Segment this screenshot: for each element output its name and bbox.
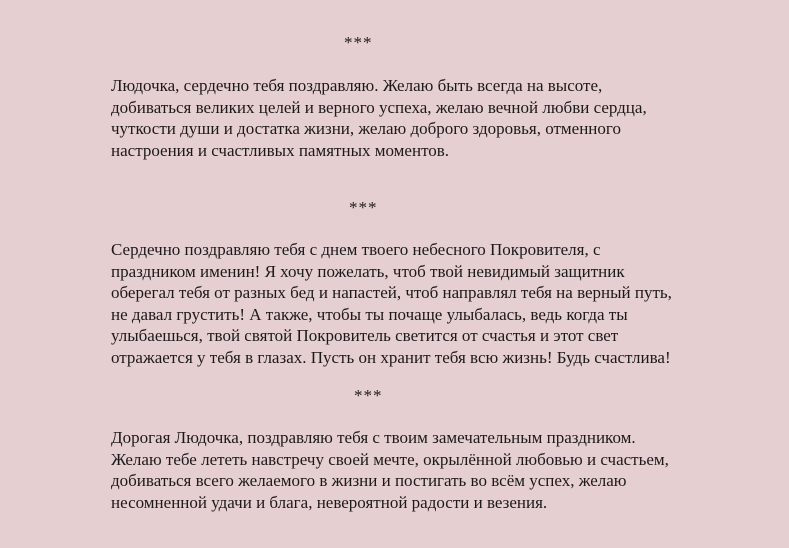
paragraph-1 [111, 75, 647, 161]
paragraph-line: добиваться великих целей и верного успеха, желаю вечной любви сердца, [111, 97, 647, 117]
paragraph-2 [111, 239, 672, 368]
paragraph-line: Дорогая Людочка, поздравляю тебя с твоим замечательным праздником. [111, 428, 636, 447]
separator-1: *** [344, 33, 373, 52]
paragraph-line: добиваться всего желаемого в жизни и постигать во всём успех, желаю [111, 471, 627, 490]
paragraph-line: чуткости души и достатка жизни, желаю доброго здоровья, отменного [111, 119, 621, 138]
separator-3: *** [354, 386, 383, 405]
paragraph-line: улыбаешься, твой святой Покровитель светится от счастья и этот свет [111, 326, 619, 345]
paragraph-line: не давал грустить! А также, чтобы ты почаще улыбалась, ведь когда ты [111, 304, 628, 324]
paragraph-line: несомненной удачи и блага, невероятной радости и везения. [111, 492, 548, 512]
paragraph-line: Людочка, сердечно тебя поздравляю. Желаю быть всегда на высоте, [111, 76, 603, 95]
paragraph-line: Желаю тебе лететь навстречу своей мечте, окрылённой любовью и счастьем, [111, 449, 669, 469]
paragraph-3 [111, 427, 669, 513]
paragraph-line: отражается у тебя в глазах. Пусть он хранит тебя всю жизнь! Будь счастлива! [111, 347, 671, 367]
paragraph-line: праздником именин! Я хочу пожелать, чтоб твой невидимый защитник [111, 261, 625, 281]
separator-2: *** [349, 198, 378, 217]
paragraph-line: Сердечно поздравляю тебя с днем твоего небесного Покровителя, с [111, 240, 601, 259]
paragraph-line: оберегал тебя от разных бед и напастей, чтоб направлял тебя на верный путь, [111, 283, 672, 302]
paragraph-line: настроения и счастливых памятных моментов. [111, 140, 450, 160]
